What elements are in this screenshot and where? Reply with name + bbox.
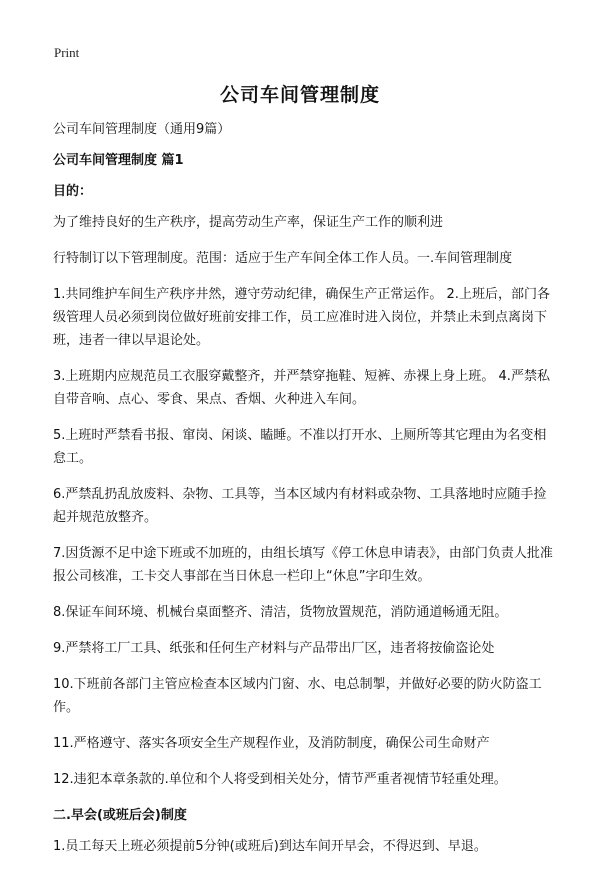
document-body	[53, 118, 553, 871]
paragraph: 3.上班期内应规范员工衣服穿戴整齐，并严禁穿拖鞋、短裤、赤裸上身上班。 4.严禁私自带音响、点心、零食、果点、香烟、火种进入车间。	[53, 369, 550, 407]
print-link[interactable]: Print	[54, 45, 80, 60]
paragraph: 11.严格遵守、落实各项安全生产规程作业，及消防制度，确保公司生命财产	[53, 736, 490, 751]
purpose-heading: 目的：	[53, 184, 93, 199]
page-title: 公司车间管理制度	[219, 84, 380, 106]
document-subtitle: 公司车间管理制度（通用9篇）	[53, 122, 231, 137]
paragraph: 1.员工每天上班必须提前5分钟(或班后)到达车间开早会，不得迟到、早退。	[53, 839, 487, 854]
paragraph: 5.上班时严禁看书报、窜岗、闲谈、瞌睡。不准以打开水、上厕所等其它理由为名变相怠工。	[53, 428, 547, 466]
paragraph: 12.违犯本章条款的.单位和个人将受到相关处分，情节严重者视情节轻重处理。	[53, 772, 507, 787]
paragraph: 1.共同维护车间生产秩序井然，遵守劳动纪律，确保生产正常运作。 2.上班后，部门各级管理人员必须到岗位做好班前安排工作，员工应准时进入岗位，并禁止未到点离岗下班，违者一律以早退论处。	[53, 287, 550, 348]
paragraph: 10.下班前各部门主管应检查本区域内门窗、水、电总制掣，并做好必要的防火防盗工作。	[53, 677, 542, 715]
section-heading: 二.早会(或班后会)制度	[53, 808, 187, 823]
paragraph: 6.严禁乱扔乱放废料、杂物、工具等，当本区域内有材料或杂物、工具落地时应随手捡起并规范放整齐。	[53, 487, 547, 525]
paragraph: 行特制订以下管理制度。范围：适应于生产车间全体工作人员。一.车间管理制度	[53, 251, 513, 266]
paragraph: 9.严禁将工厂工具、纸张和任何生产材料与产品带出厂区，违者将按偷盗论处	[53, 641, 495, 656]
paragraph: 为了维持良好的生产秩序，提高劳动生产率，保证生产工作的顺利进	[53, 215, 444, 230]
section-heading: 公司车间管理制度 篇1	[53, 153, 184, 168]
paragraph: 7.因货源不足中途下班或不加班的，由组长填写《停工休息申请表》，由部门负责人批准报公司核准，工卡交人事部在当日休息一栏印上“休息”字印生效。	[53, 546, 553, 584]
paragraph: 8.保证车间环境、机械台桌面整齐、清洁，货物放置规范，消防通道畅通无阻。	[53, 605, 508, 620]
